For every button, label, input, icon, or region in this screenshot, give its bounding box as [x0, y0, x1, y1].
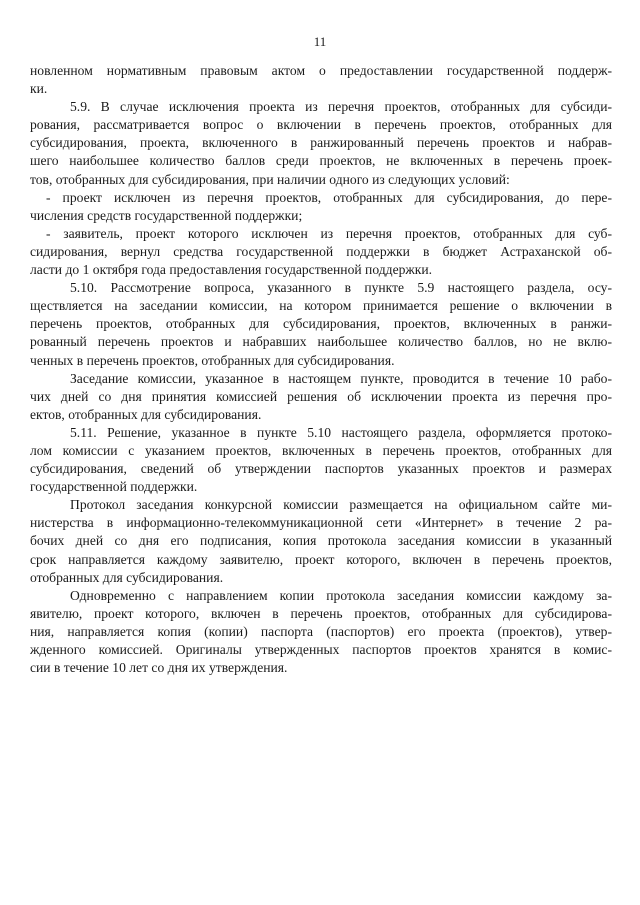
text-line: государственной поддержки. — [30, 479, 198, 495]
text-line: 5.10. Рассмотрение вопроса, указанного в пункте 5.9 настоящего раздела, осу- — [70, 280, 612, 296]
text-line: тов, отобранных для субсидирования, при наличии одного из следующих условий: — [30, 171, 510, 187]
text-line: рованный перечень проектов и набравших наибольшее количество баллов, но не вклю- — [30, 334, 612, 350]
text-line: рования, рассматривается вопрос о включении в перечень проектов, отобранных для — [30, 117, 612, 133]
text-line: - заявитель, проект которого исключен из перечня проектов, отобранных для суб- — [46, 225, 612, 241]
text-line: срок направляется каждому заявителю, проект которого, включен в перечень проектов, — [30, 551, 612, 567]
text-line: ектов, отобранных для субсидирования. — [30, 406, 262, 422]
text-line: ки. — [30, 81, 48, 97]
text-line: субсидирования, сведений об утверждении паспортов указанных проектов и размерах — [30, 461, 612, 477]
text-line: шего наибольшее количество баллов среди проектов, не включенных в перечень проек- — [30, 153, 612, 169]
text-line: Заседание комиссии, указанное в настоящем пункте, проводится в течение 10 рабо- — [70, 370, 612, 386]
text-line: 5.9. В случае исключения проекта из перечня проектов, отобранных для субсиди- — [70, 99, 612, 115]
text-line: субсидирования, проекта, включенного в ранжированный перечень проектов и набрав- — [30, 135, 612, 151]
page-number: 11 — [313, 34, 327, 49]
text-line: - проект исключен из перечня проектов, отобранных для субсидирования, до пере- — [46, 189, 612, 205]
text-line: перечень проектов, отобранных для субсидирования, проектов, включенных в ранжи- — [30, 316, 612, 332]
text-line: ласти до 1 октября года предоставления государственной поддержки. — [30, 262, 433, 278]
text-line: бочих дней со дня его подписания, копия протокола заседания комиссии в указанный — [30, 533, 612, 549]
text-line: жденного комиссией. Оригиналы утвержденных паспортов проектов хранятся в комис- — [30, 642, 612, 657]
text-line: новленном нормативным правовым актом о предоставлении государственной поддерж- — [30, 63, 612, 78]
text-line: Одновременно с направлением копии протокола заседания комиссии каждому за- — [70, 587, 612, 603]
text-line: отобранных для субсидирования. — [30, 569, 224, 585]
text-line: сидирования, вернул средства государственной поддержки в бюджет Астраханской об- — [30, 243, 612, 259]
text-line: чих дней со дня принятия комиссией решения об исключении проекта из перечня про- — [30, 388, 612, 404]
text-line: ченных в перечень проектов, отобранных для субсидирования. — [30, 352, 395, 368]
text-line: ществляется на заседании комиссии, на котором принимается решение о включении в — [30, 298, 612, 314]
body-text — [30, 62, 612, 677]
text-line: Протокол заседания конкурсной комиссии размещается на официальном сайте ми- — [70, 497, 612, 513]
text-line: явителю, проект которого, включен в перечень проектов, отобранных для субсидирова- — [30, 605, 612, 621]
text-line: сии в течение 10 лет со дня их утверждения. — [30, 660, 288, 676]
text-line: числения средств государственной поддержки; — [30, 207, 303, 223]
text-line: нистерства в информационно-телекоммуникационной сети «Интернет» в течение 2 ра- — [30, 515, 612, 531]
text-line: лом комиссии с указанием проектов, включенных в перечень проектов, отобранных для — [30, 442, 612, 458]
text-line: 5.11. Решение, указанное в пункте 5.10 настоящего раздела, оформляется протоко- — [70, 424, 612, 440]
text-line: ния, направляется копия (копии) паспорта (паспортов) его проекта (проектов), утвер- — [30, 623, 612, 639]
